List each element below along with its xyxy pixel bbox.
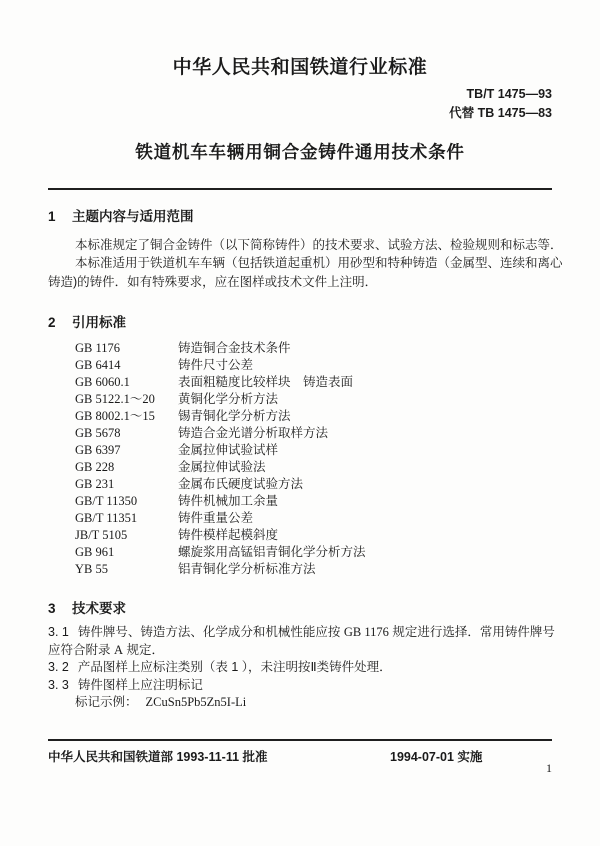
document-title: 铁道机车车辆用铜合金铸件通用技术条件: [135, 142, 465, 162]
standard-title: 金属拉伸试验试样: [178, 443, 279, 457]
referenced-code: GB 1176: [343, 625, 389, 639]
clause-number: 3. 3: [48, 677, 69, 692]
mark-example-label: 标记示例：: [75, 695, 138, 709]
standard-title: 锡青铜化学分析方法: [178, 409, 291, 423]
section-2-heading: [48, 311, 126, 331]
section-3-title: 技术要求: [72, 601, 126, 616]
clause-text: 应符合附录: [48, 642, 114, 657]
footer: [48, 747, 552, 765]
clause-3-1: [48, 624, 554, 642]
standard-org-title: 中华人民共和国铁道行业标准: [172, 57, 428, 78]
paragraph-line: 铸造)的铸件．如有特殊要求，应在图样或技术文件上注明．: [48, 274, 378, 289]
standard-title: 表面粗糙度比较样块 铸造表面: [178, 375, 354, 389]
standard-code: GB 6397: [75, 443, 121, 457]
referenced-standards-list: [48, 340, 554, 578]
standard-code: JB/T 5105: [75, 528, 128, 542]
clause-text: 规定进行选择．常用铸件牌号: [388, 625, 555, 639]
standard-list-item: [48, 340, 554, 357]
standard-list-item: [48, 442, 554, 459]
section-1-title: 主题内容与适用范围: [72, 209, 194, 224]
clause-text: 铸件牌号、铸造方法、化学成分和机械性能应按: [77, 625, 344, 639]
standard-title: 铸件重量公差: [178, 511, 254, 525]
standard-list-item: [48, 544, 554, 561]
standard-code: GB 961: [75, 545, 115, 559]
standard-code: GB 5678: [75, 426, 121, 440]
standard-list-item: [48, 527, 554, 544]
standard-list-item: [48, 408, 554, 425]
clause-number: 3. 2: [48, 660, 69, 674]
footer-divider: [48, 739, 552, 741]
standard-title: 铸件机械加工余量: [178, 494, 279, 508]
paragraph-line: 本标准规定了铜合金铸件（以下简称铸件）的技术要求、试验方法、检验规则和标志等．: [75, 238, 563, 252]
standard-code: GB 8002.1～15: [75, 409, 155, 423]
section-3-number: 3: [48, 601, 56, 616]
standard-code: GB 6414: [75, 358, 121, 372]
clause-3-1-continuation: [48, 642, 554, 660]
approval-note: 中华人民共和国铁道部 1993-11-11 批准: [48, 750, 268, 764]
standard-list-item: [48, 374, 554, 391]
standard-title: 铸件尺寸公差: [178, 358, 254, 372]
standard-title: 黄铜化学分析方法: [178, 392, 279, 406]
standard-list-item: [48, 476, 554, 493]
standard-title: 铸造铜合金技术条件: [178, 341, 291, 355]
paragraph-line: 本标准适用于铁道机车车辆（包括铁道起重机）用砂型和特种铸造（金属型、连续和离心: [75, 256, 563, 271]
standard-code: GB 5122.1～20: [75, 392, 155, 406]
mark-example-line: [48, 694, 554, 712]
mark-example-value: ZCuSn5Pb5Zn5I-Li: [145, 695, 247, 709]
clause-3-3: [48, 677, 554, 695]
standard-title: 铸造合金光谱分析取样方法: [178, 426, 329, 440]
standard-list-item: [48, 357, 554, 374]
implementation-note: 1994-07-01 实施: [390, 750, 483, 764]
appendix-letter: A: [113, 642, 124, 657]
clause-3-2: [48, 659, 554, 677]
clause-number: 3. 1: [48, 625, 69, 639]
section-3-heading: [48, 597, 126, 617]
section-1-heading: [48, 205, 194, 225]
clause-text: 规定．: [123, 642, 164, 657]
standard-code: GB 6060.1: [75, 375, 130, 389]
standard-code: GB 1176: [75, 341, 121, 355]
standard-code: GB 231: [75, 477, 115, 491]
standard-code: GB/T 11351: [75, 511, 138, 525]
clause-text: 产品图样上应标注类别（表 1 ），未注明按Ⅱ类铸件处理．: [77, 660, 392, 674]
standard-code: GB/T 11350: [75, 494, 138, 508]
standard-list-item: [48, 425, 554, 442]
standard-title: 铸件模样起模斜度: [178, 528, 279, 542]
section-1-number: 1: [48, 209, 56, 224]
standard-code: YB 55: [75, 562, 108, 576]
standard-list-item: [48, 459, 554, 476]
standard-list-item: [48, 493, 554, 510]
replaced-standard: 代替 TB 1475—83: [449, 105, 552, 120]
standard-title: 金属拉伸试验法: [178, 460, 266, 474]
standard-code: GB 228: [75, 460, 115, 474]
section-2-number: 2: [48, 315, 56, 330]
standard-title: 金属布氏硬度试验方法: [178, 477, 304, 491]
standard-title: 铝青铜化学分析标准方法: [178, 562, 316, 576]
section-2-title: 引用标准: [72, 315, 126, 330]
standard-list-item: [48, 561, 554, 578]
section-3-body: [48, 624, 554, 712]
standard-number-block: [449, 85, 552, 122]
page-number: 1: [546, 761, 552, 775]
standard-number: TB/T 1475—93: [466, 87, 552, 101]
standard-title: 螺旋浆用高锰铝青铜化学分析方法: [178, 545, 366, 559]
title-divider: [48, 188, 552, 190]
standard-list-item: [48, 391, 554, 408]
clause-text: 铸件图样上应注明标记: [77, 677, 203, 692]
standard-list-item: [48, 510, 554, 527]
section-1-body: [48, 236, 563, 291]
